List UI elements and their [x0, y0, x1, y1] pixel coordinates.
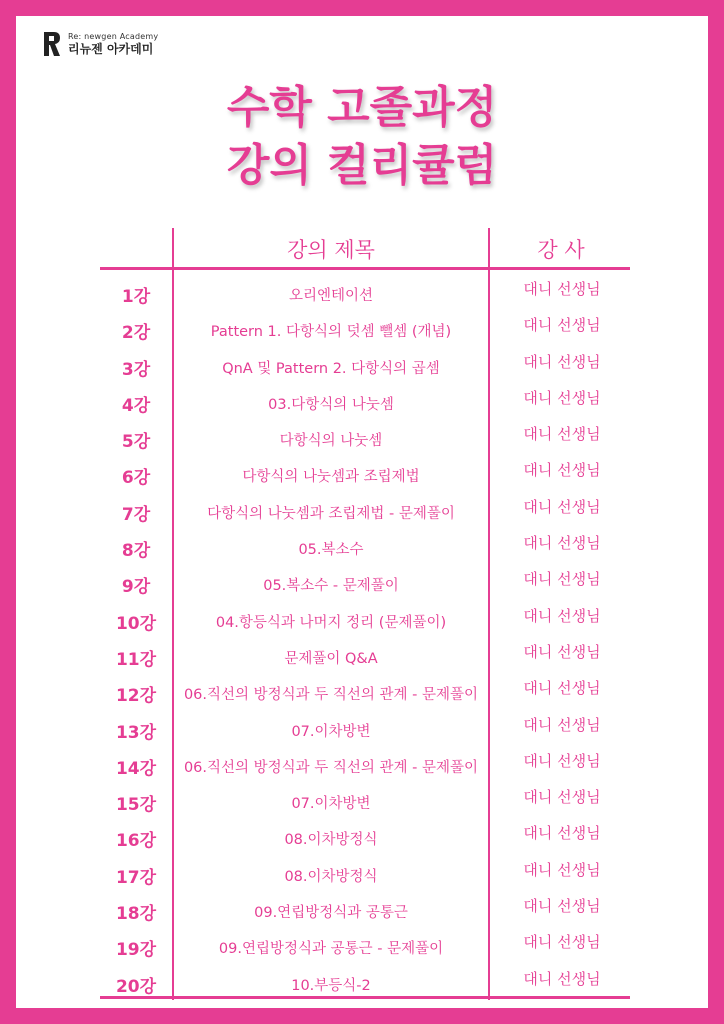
lecture-subject: 03.다항식의 나눗셈: [268, 396, 394, 413]
lecture-instructor: 대니 선생님: [523, 534, 601, 553]
lecture-number: 11강: [115, 649, 157, 670]
lecture-subject: 09.연립방정식과 공통근: [254, 905, 408, 922]
lecture-instructor: 대니 선생님: [523, 715, 601, 734]
lecture-subject: 07.이차방변: [291, 796, 371, 813]
table-row: [100, 347, 630, 383]
lecture-number: 20강: [115, 976, 157, 997]
brand-subtitle: Re: newgen Academy: [68, 32, 159, 41]
table-row: [100, 927, 630, 963]
lecture-number: 9강: [121, 577, 151, 598]
table-row: [100, 310, 630, 346]
table-row: [100, 673, 630, 709]
lecture-number: 13강: [115, 722, 157, 743]
table-row: [100, 710, 630, 746]
table-row: [100, 564, 630, 600]
table-row: [100, 274, 630, 310]
lecture-subject: 다항식의 나눗셈과 조립제법: [242, 469, 420, 486]
lecture-instructor: 대니 선생님: [523, 969, 601, 988]
table-row: [100, 964, 630, 1000]
table-row: [100, 492, 630, 528]
table-row: [100, 383, 630, 419]
lecture-number: 17강: [115, 867, 157, 888]
lecture-instructor: 대니 선생님: [523, 461, 601, 480]
table-row: [100, 528, 630, 564]
lecture-instructor: 대니 선생님: [523, 824, 601, 843]
lecture-instructor: 대니 선생님: [523, 642, 601, 661]
lecture-number: 4강: [121, 395, 151, 416]
lecture-instructor: 대니 선생님: [523, 788, 601, 807]
header-instructor: 강 사: [537, 238, 585, 262]
table-row: [100, 419, 630, 455]
brand-name: 리뉴젠 아카데미: [68, 42, 154, 56]
lecture-instructor: 대니 선생님: [523, 316, 601, 335]
lecture-subject: 08.이차방정식: [284, 832, 378, 849]
r-logo-icon: [42, 30, 62, 58]
lecture-subject: 06.직선의 방정식과 두 직선의 관계 - 문제풀이: [183, 687, 479, 704]
lecture-number: 19강: [115, 940, 157, 961]
lecture-subject: 09.연립방정식과 공통근 - 문제풀이: [218, 941, 444, 958]
table-row: [100, 891, 630, 927]
table-row: [100, 637, 630, 673]
table-row: [100, 455, 630, 491]
lecture-number: 6강: [121, 468, 151, 489]
lecture-instructor: 대니 선생님: [523, 570, 601, 589]
lecture-number: 12강: [115, 686, 157, 707]
lecture-number: 1강: [121, 287, 151, 307]
lecture-instructor: 대니 선생님: [523, 352, 601, 371]
table-row: [100, 782, 630, 818]
lecture-number: 14강: [115, 758, 157, 779]
lecture-subject: 05.복소수 - 문제풀이: [263, 578, 399, 595]
lecture-instructor: 대니 선생님: [523, 933, 601, 952]
lecture-subject: 04.항등식과 나머지 정리 (문제풀이): [215, 614, 447, 631]
lecture-subject: Pattern 1. 다항식의 덧셈 뺄셈 (개념): [210, 324, 452, 341]
page-title-line2: 강의 컬리큘럼: [226, 140, 498, 191]
table-row: [100, 601, 630, 637]
header-subject: 강의 제목: [287, 238, 375, 262]
lecture-instructor: 대니 선생님: [523, 751, 601, 770]
lecture-instructor: 대니 선생님: [523, 388, 601, 407]
curriculum-table: [100, 274, 630, 1000]
lecture-subject: 다항식의 나눗셈: [279, 433, 383, 450]
table-row: [100, 746, 630, 782]
lecture-instructor: 대니 선생님: [523, 679, 601, 698]
lecture-number: 8강: [121, 541, 151, 562]
lecture-subject: 06.직선의 방정식과 두 직선의 관계 - 문제풀이: [183, 759, 479, 776]
academy-logo: [42, 30, 158, 58]
lecture-instructor: 대니 선생님: [523, 606, 601, 625]
lecture-number: 10강: [115, 613, 157, 634]
lecture-number: 15강: [115, 795, 157, 816]
lecture-instructor: 대니 선생님: [523, 425, 601, 444]
lecture-instructor: 대니 선생님: [523, 497, 601, 516]
lecture-instructor: 대니 선생님: [523, 897, 601, 916]
lecture-number: 3강: [121, 359, 151, 380]
lecture-subject: 10.부등식-2: [291, 977, 371, 994]
table-row: [100, 818, 630, 854]
lecture-instructor: 대니 선생님: [523, 280, 601, 298]
header-underline: [100, 267, 630, 270]
lecture-number: 2강: [121, 323, 151, 344]
page-title-line1: 수학 고졸과정: [226, 82, 498, 133]
lecture-subject: 07.이차방변: [291, 723, 371, 740]
lecture-instructor: 대니 선생님: [523, 860, 601, 879]
curriculum-poster: [16, 16, 708, 1008]
lecture-subject: 문제풀이 Q&A: [284, 650, 378, 667]
lecture-subject: 08.이차방정식: [284, 868, 378, 885]
table-row: [100, 855, 630, 891]
lecture-subject: 오리엔테이션: [288, 288, 374, 304]
lecture-subject: QnA 및 Pattern 2. 다항식의 곱셈: [222, 360, 440, 377]
lecture-number: 5강: [121, 432, 151, 453]
lecture-subject: 다항식의 나눗셈과 조립제법 - 문제풀이: [207, 505, 455, 522]
lecture-number: 16강: [115, 831, 157, 852]
lecture-subject: 05.복소수: [298, 542, 364, 559]
lecture-number: 18강: [115, 904, 157, 925]
lecture-number: 7강: [121, 504, 151, 525]
